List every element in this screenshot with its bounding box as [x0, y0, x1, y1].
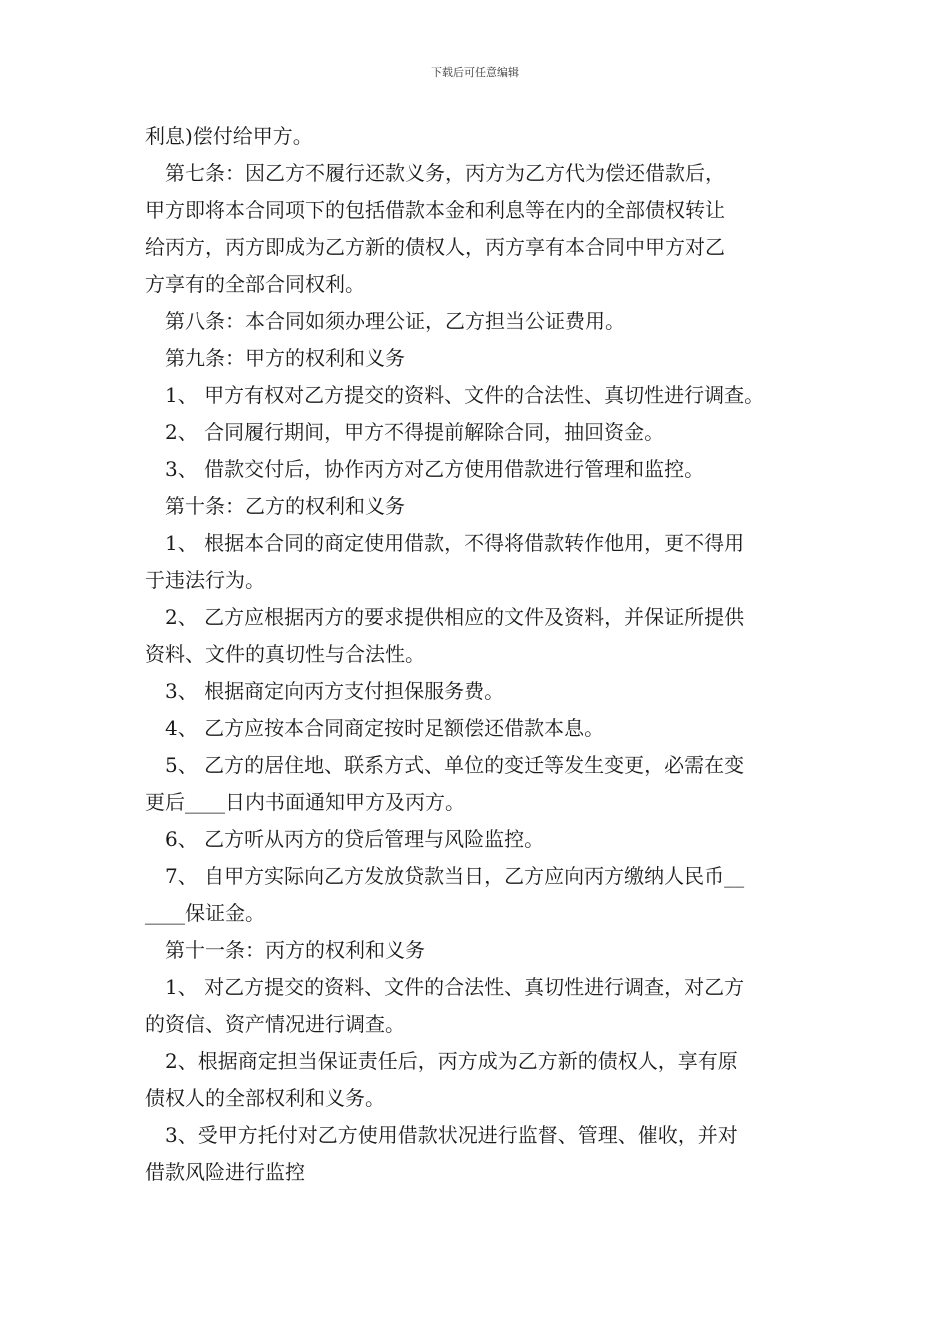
text-line: 第八条：本合同如须办理公证，乙方担当公证费用。 — [165, 309, 625, 333]
text-line: 2、根据商定担当保证责任后，丙方成为乙方新的债权人，享有原 — [165, 1049, 738, 1073]
text-line: 第九条：甲方的权利和义务 — [165, 346, 405, 370]
text-line: 7、 自甲方实际向乙方发放贷款当日，乙方应向丙方缴纳人民币__ — [165, 864, 745, 888]
text-line: 甲方即将本合同项下的包括借款本金和利息等在内的全部债权转让 — [145, 198, 725, 222]
text-line: 资料、文件的真切性与合法性。 — [145, 642, 425, 666]
text-line: 借款风险进行监控 — [145, 1160, 305, 1184]
text-line: 3、 根据商定向丙方支付担保服务费。 — [165, 679, 505, 703]
document-body — [145, 118, 825, 1191]
text-line: 第七条：因乙方不履行还款义务，丙方为乙方代为偿还借款后， — [165, 161, 725, 185]
text-line: 给丙方，丙方即成为乙方新的债权人，丙方享有本合同中甲方对乙 — [145, 235, 725, 259]
text-line: 1、 甲方有权对乙方提交的资料、文件的合法性、真切性进行调查。 — [165, 383, 765, 407]
text-line: 债权人的全部权利和义务。 — [145, 1086, 385, 1110]
text-line: ____保证金。 — [145, 901, 265, 925]
text-line: 方享有的全部合同权利。 — [145, 272, 365, 296]
text-line: 第十一条：丙方的权利和义务 — [165, 938, 425, 962]
text-line: 4、 乙方应按本合同商定按时足额偿还借款本息。 — [165, 716, 605, 740]
text-line: 3、受甲方托付对乙方使用借款状况进行监督、管理、催收，并对 — [165, 1123, 738, 1147]
text-line: 第十条：乙方的权利和义务 — [165, 494, 405, 518]
text-line: 6、 乙方听从丙方的贷后管理与风险监控。 — [165, 827, 545, 851]
text-line: 利息)偿付给甲方。 — [145, 124, 313, 148]
text-line: 的资信、资产情况进行调查。 — [145, 1012, 405, 1036]
text-line: 5、 乙方的居住地、联系方式、单位的变迁等发生变更，必需在变 — [165, 753, 745, 777]
text-line: 3、 借款交付后，协作丙方对乙方使用借款进行管理和监控。 — [165, 457, 705, 481]
text-line: 1、 对乙方提交的资料、文件的合法性、真切性进行调查，对乙方 — [165, 975, 745, 999]
text-line: 1、 根据本合同的商定使用借款，不得将借款转作他用，更不得用 — [165, 531, 745, 555]
text-line: 更后____日内书面通知甲方及丙方。 — [145, 790, 465, 814]
text-line: 于违法行为。 — [145, 568, 265, 592]
page-header: 下载后可任意编辑 — [431, 66, 519, 79]
text-line: 2、 合同履行期间，甲方不得提前解除合同，抽回资金。 — [165, 420, 665, 444]
text-line: 2、 乙方应根据丙方的要求提供相应的文件及资料，并保证所提供 — [165, 605, 745, 629]
